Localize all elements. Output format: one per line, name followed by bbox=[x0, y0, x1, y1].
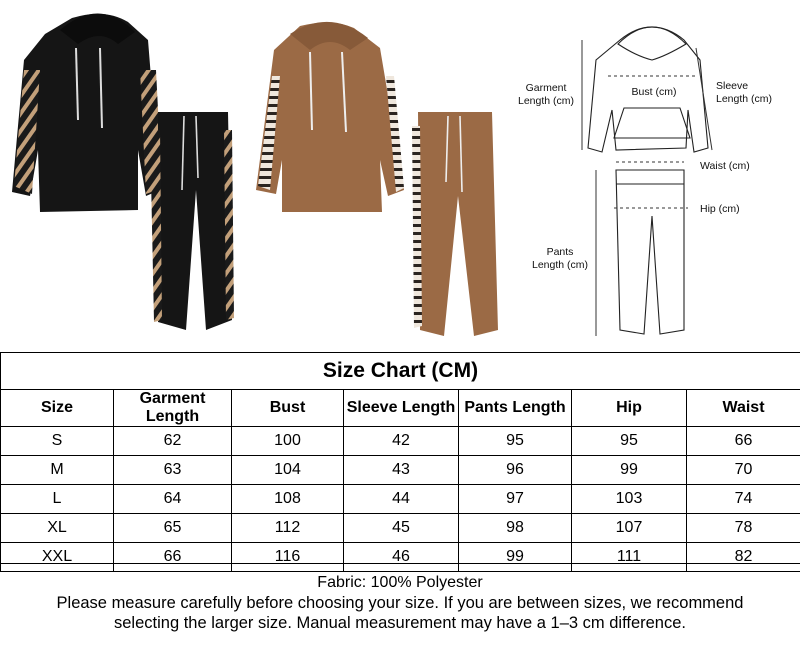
table-cell: 66 bbox=[687, 427, 800, 456]
table-cell: 44 bbox=[344, 485, 459, 514]
column-header: Sleeve Length bbox=[344, 390, 459, 427]
table-cell: 66 bbox=[114, 543, 232, 572]
table-cell: 42 bbox=[344, 427, 459, 456]
table-cell: 82 bbox=[687, 543, 800, 572]
diagram-label-sleeve-length: Sleeve Length (cm) bbox=[716, 80, 800, 106]
table-row bbox=[1, 514, 800, 543]
table-cell: 46 bbox=[344, 543, 459, 572]
table-cell: 107 bbox=[572, 514, 687, 543]
sleeve-length-arrow bbox=[696, 48, 712, 150]
table-cell: 43 bbox=[344, 456, 459, 485]
size-cell: XXL bbox=[1, 543, 114, 572]
diagram-label-hip: Hip (cm) bbox=[700, 203, 780, 216]
size-cell: S bbox=[1, 427, 114, 456]
size-cell: M bbox=[1, 456, 114, 485]
size-cell: L bbox=[1, 485, 114, 514]
table-cell: 63 bbox=[114, 456, 232, 485]
table-row bbox=[1, 485, 800, 514]
table-cell: 116 bbox=[232, 543, 344, 572]
diagram-label-pants-length: Pants Length (cm) bbox=[526, 246, 594, 272]
table-row bbox=[1, 456, 800, 485]
column-header: Waist bbox=[687, 390, 800, 427]
table-cell: 103 bbox=[572, 485, 687, 514]
notes-section bbox=[0, 563, 800, 645]
table-cell: 112 bbox=[232, 514, 344, 543]
column-header: Bust bbox=[232, 390, 344, 427]
table-cell: 98 bbox=[459, 514, 572, 543]
table-row bbox=[1, 427, 800, 456]
table-cell: 96 bbox=[459, 456, 572, 485]
size-cell: XL bbox=[1, 514, 114, 543]
table-cell: 99 bbox=[459, 543, 572, 572]
diagram-label-bust: Bust (cm) bbox=[624, 86, 684, 99]
table-cell: 97 bbox=[459, 485, 572, 514]
table-cell: 104 bbox=[232, 456, 344, 485]
table-cell: 64 bbox=[114, 485, 232, 514]
table-cell: 100 bbox=[232, 427, 344, 456]
size-chart-title: Size Chart (CM) bbox=[1, 353, 800, 390]
pocket-outline bbox=[614, 108, 690, 138]
size-table-header bbox=[1, 390, 800, 427]
diagram-label-waist: Waist (cm) bbox=[700, 160, 780, 173]
table-cell: 95 bbox=[572, 427, 687, 456]
column-header: Size bbox=[1, 390, 114, 427]
column-header: Garment Length bbox=[114, 390, 232, 427]
table-cell: 108 bbox=[232, 485, 344, 514]
pants-outline bbox=[616, 170, 684, 334]
table-cell: 74 bbox=[687, 485, 800, 514]
size-table bbox=[0, 352, 800, 572]
measurement-note: Please measure carefully before choosing your size. If you are between sizes, we recommend selecting the larger size. Manual measurement may have a 1–3 cm difference. bbox=[0, 593, 800, 633]
column-header: Pants Length bbox=[459, 390, 572, 427]
table-cell: 62 bbox=[114, 427, 232, 456]
column-header: Hip bbox=[572, 390, 687, 427]
table-cell: 65 bbox=[114, 514, 232, 543]
table-cell: 99 bbox=[572, 456, 687, 485]
table-cell: 95 bbox=[459, 427, 572, 456]
table-cell: 70 bbox=[687, 456, 800, 485]
fabric-note: Fabric: 100% Polyester bbox=[0, 572, 800, 593]
table-cell: 111 bbox=[572, 543, 687, 572]
table-cell: 78 bbox=[687, 514, 800, 543]
table-cell: 45 bbox=[344, 514, 459, 543]
hood-outline bbox=[618, 27, 686, 60]
diagram-label-garment-length: Garment Length (cm) bbox=[510, 82, 582, 108]
